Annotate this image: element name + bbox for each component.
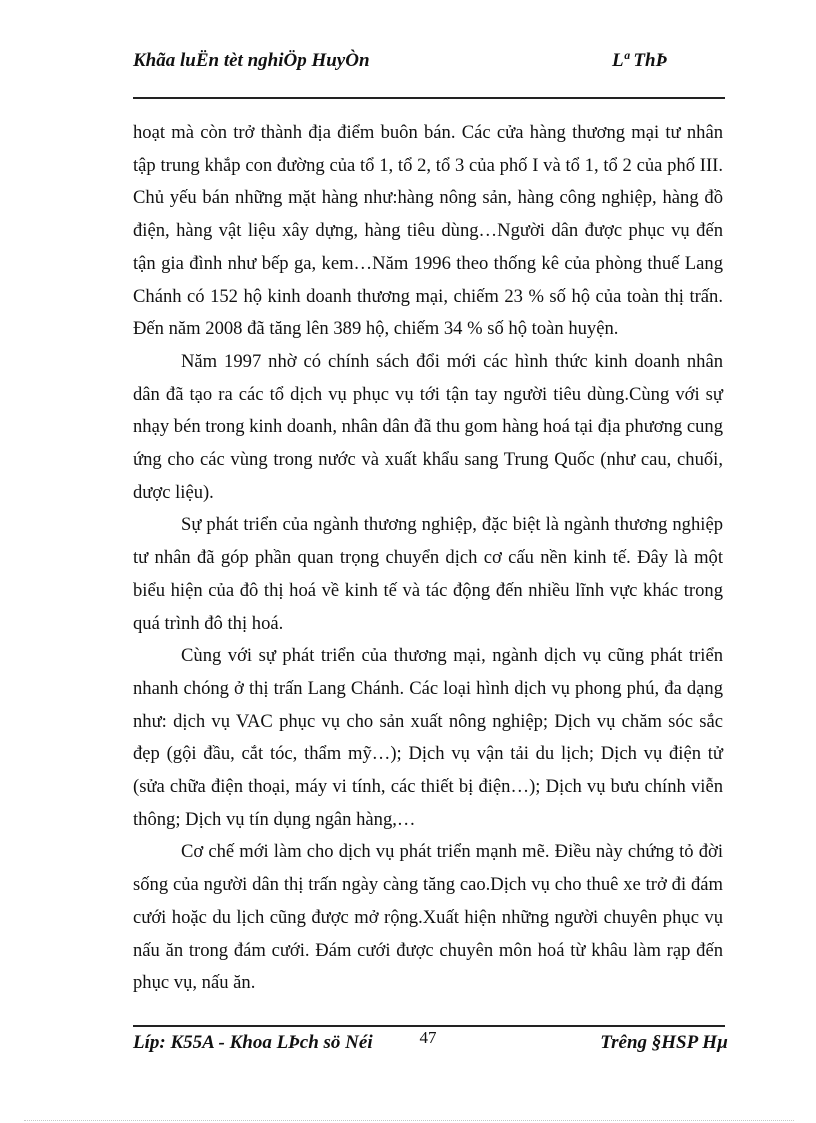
paragraph-4: Cùng với sự phát triển của thương mại, ngành dịch vụ cũng phát triển nhanh chóng ở thị trấn Lang Chánh. Các loại hình dịch vụ phong phú, đa dạng như: dịch vụ VAC phục vụ cho sản xuất nông nghiệp; Dịch vụ chăm sóc sắc đẹp (gội đầu, cắt tóc, thẩm mỹ…); Dịch vụ vận tải du lịch; Dịch vụ điện tử (sửa chữa điện thoại, máy vi tính, các thiết bị điện…); Dịch vụ bưu chính viễn thông; Dịch vụ tín dụng ngân hàng,… bbox=[133, 645, 723, 830]
header-thesis-title: Khãa luËn tèt nghiÖp HuyÒn bbox=[133, 50, 370, 71]
footer-university: Trêng §HSP Hµ bbox=[600, 1032, 728, 1053]
paragraph-5: Cơ chế mới làm cho dịch vụ phát triển mạnh mẽ. Điều này chứng tỏ đời sống của người dân thị trấn ngày càng tăng cao.Dịch vụ cho thuê xe trở đi đám cưới hoặc du lịch cũng được mở rộng.Xuất hiện những người chuyên phục vụ nấu ăn trong đám cưới. Đám cưới được chuyên môn hoá từ khâu làm rạp đến phục vụ, nấu ăn. bbox=[133, 841, 723, 994]
footer-class-department: Líp: K55A - Khoa LÞch sö Néi bbox=[133, 1032, 373, 1053]
paragraph-3: Sự phát triển của ngành thương nghiệp, đặc biệt là ngành thương nghiệp tư nhân đã góp phần quan trọng chuyển dịch cơ cấu nền kinh tế. Đây là một biểu hiện của đô thị hoá về kinh tế và tác động đến nhiều lĩnh vực khác trong quá trình đô thị hoá. bbox=[133, 514, 723, 634]
paragraph-1: hoạt mà còn trở thành địa điểm buôn bán. Các cửa hàng thương mại tư nhân tập trung khắp con đường của tổ 1, tổ 2, tổ 3 của phố I và tổ 1, tổ 2 của phố III. Chủ yếu bán những mặt hàng như:hàng nông sản, hàng công nghiệp, hàng đồ điện, hàng vật liệu xây dựng, hàng tiêu dùng…Người dân được phục vụ đến tận gia đình như bếp ga, kem…Năm 1996 theo thống kê của phòng thuế Lang Chánh có 152 hộ kinh doanh thương mại, chiếm 23 % số hộ của toàn thị trấn. Đến năm 2008 đã tăng lên 389 hộ, chiếm 34 % số hộ toàn huyện. bbox=[133, 122, 723, 340]
page-edge-divider bbox=[24, 1120, 794, 1121]
body-text bbox=[133, 117, 723, 1000]
paragraph-2: Năm 1997 nhờ có chính sách đổi mới các hình thức kinh doanh nhân dân đã tạo ra các tổ dịch vụ phục vụ tới tận tay người tiêu dùng.Cùng với sự nhạy bén trong kinh doanh, nhân dân đã thu gom hàng hoá tại địa phương cung ứng cho các vùng trong nước và xuất khẩu sang Trung Quốc (như cau, chuối, dược liệu). bbox=[133, 350, 723, 503]
header-author-name: Lª ThÞ bbox=[612, 50, 668, 71]
header-rule bbox=[133, 97, 725, 99]
page-number: 47 bbox=[419, 1028, 437, 1047]
